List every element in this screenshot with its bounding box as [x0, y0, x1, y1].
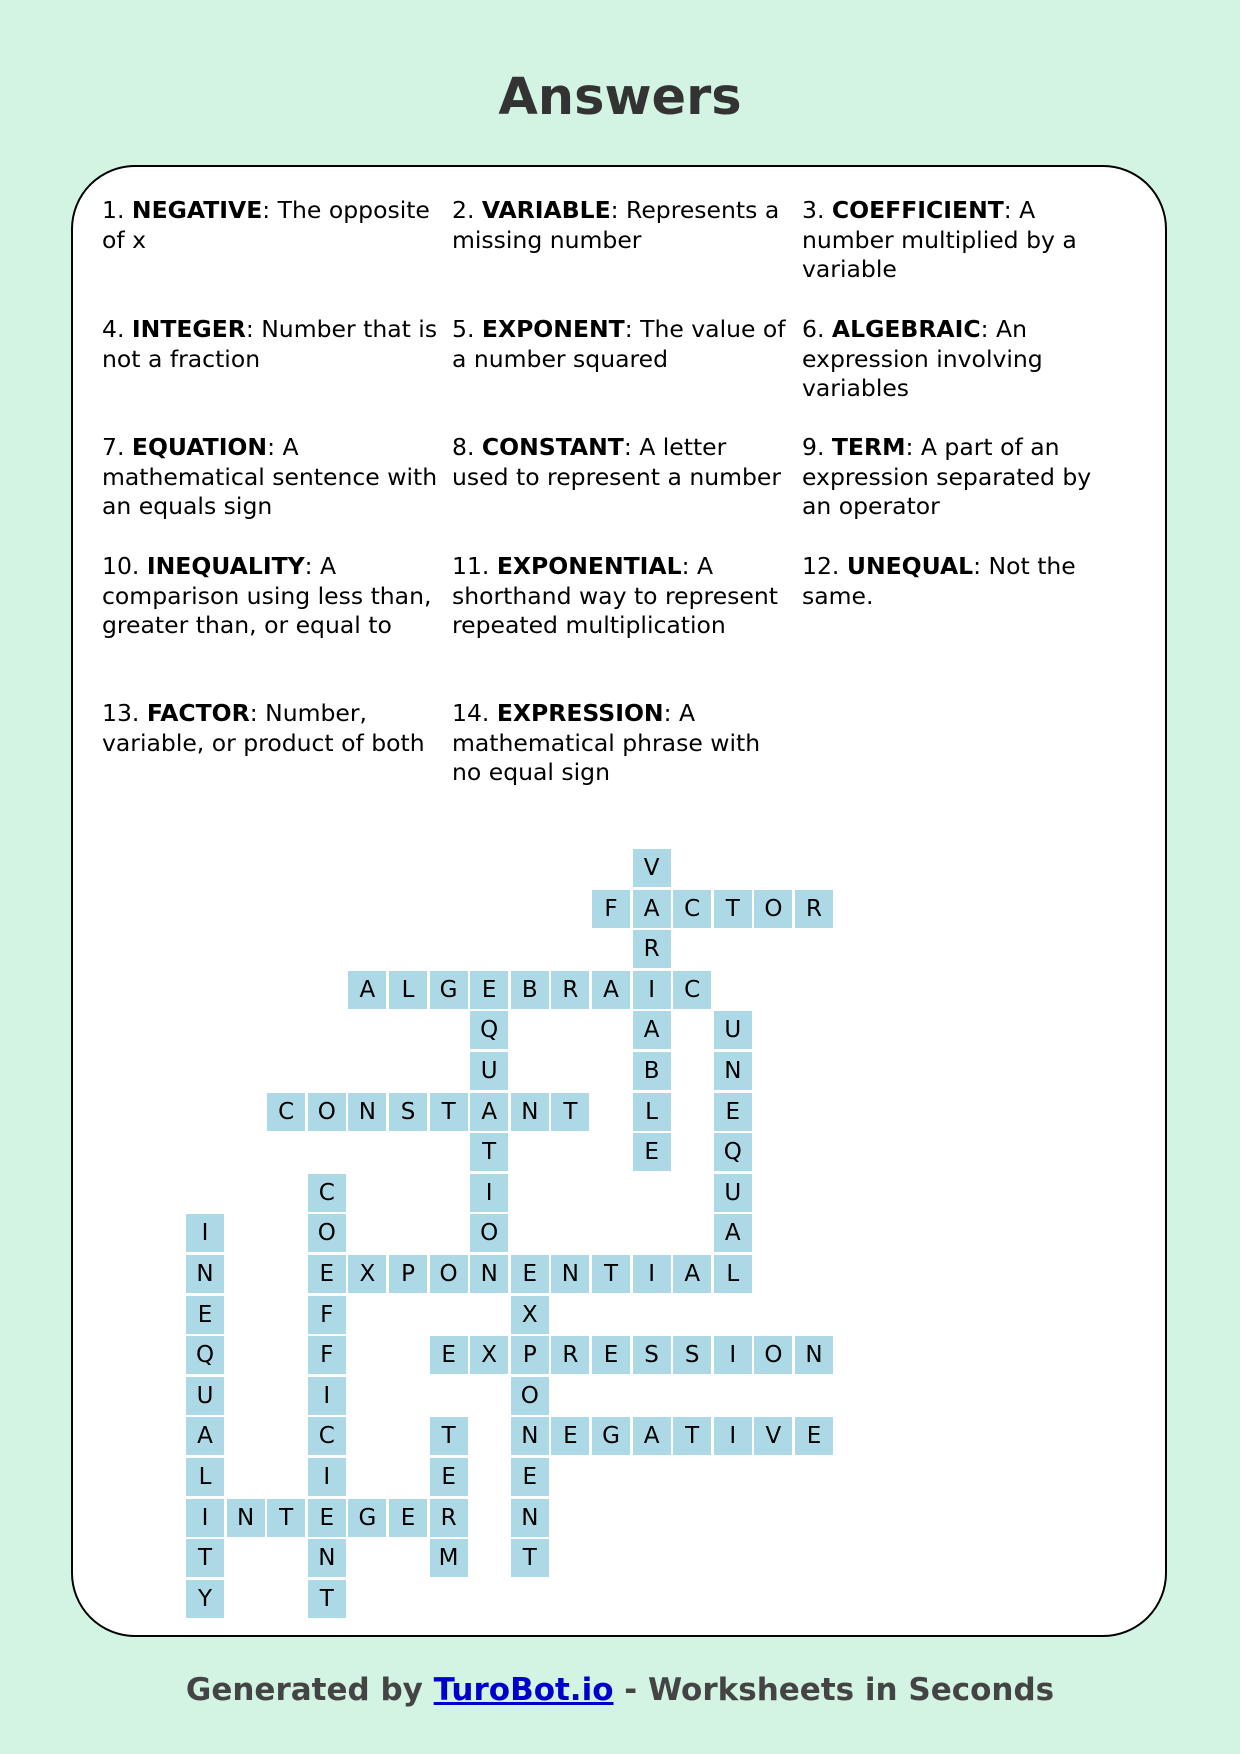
crossword-cell: E: [186, 1296, 224, 1334]
crossword-cell: T: [714, 890, 752, 928]
crossword-cell: A: [633, 1417, 671, 1455]
crossword-cell: C: [308, 1417, 346, 1455]
crossword-cell: T: [511, 1539, 549, 1577]
clue-4: 4. INTEGER: Number that is not a fraction: [102, 315, 438, 373]
crossword-cell: T: [470, 1133, 508, 1171]
crossword-cell: V: [633, 849, 671, 887]
clue-11: 11. EXPONENTIAL: A shorthand way to represent repeated multiplication: [452, 552, 778, 639]
crossword-cell: E: [633, 1133, 671, 1171]
crossword-cell: M: [430, 1539, 468, 1577]
crossword-cell: O: [754, 890, 792, 928]
footer-suffix: - Worksheets in Seconds: [613, 1672, 1055, 1708]
crossword-cell: G: [430, 971, 468, 1009]
crossword-cell: E: [430, 1458, 468, 1496]
crossword-cell: X: [470, 1336, 508, 1374]
crossword-cell: E: [308, 1255, 346, 1293]
crossword-cell: O: [754, 1336, 792, 1374]
crossword-cell: T: [308, 1580, 346, 1618]
crossword-cell: N: [511, 1093, 549, 1131]
crossword-cell: R: [430, 1499, 468, 1537]
crossword-cell: I: [308, 1458, 346, 1496]
crossword-cell: B: [511, 971, 549, 1009]
crossword-cell: A: [186, 1417, 224, 1455]
crossword-cell: T: [430, 1417, 468, 1455]
crossword-cell: N: [714, 1052, 752, 1090]
crossword-cell: O: [470, 1214, 508, 1252]
crossword-cell: I: [186, 1214, 224, 1252]
crossword-cell: C: [267, 1093, 305, 1131]
crossword-cell: E: [592, 1336, 630, 1374]
crossword-cell: I: [714, 1417, 752, 1455]
crossword-cell: L: [633, 1093, 671, 1131]
crossword-cell: A: [348, 971, 386, 1009]
footer-prefix: Generated by: [185, 1672, 434, 1708]
crossword-cell: I: [470, 1174, 508, 1212]
crossword-cell: C: [673, 890, 711, 928]
crossword-cell: E: [430, 1336, 468, 1374]
crossword-cell: G: [592, 1417, 630, 1455]
crossword-cell: R: [795, 890, 833, 928]
clue-3: 3. COEFFICIENT: A number multiplied by a variable: [802, 196, 1077, 283]
crossword-cell: T: [673, 1417, 711, 1455]
crossword-cell: F: [308, 1296, 346, 1334]
crossword-cell: V: [754, 1417, 792, 1455]
crossword-cell: N: [511, 1499, 549, 1537]
crossword-cell: L: [186, 1458, 224, 1496]
crossword-cell: I: [186, 1499, 224, 1537]
crossword-cell: N: [227, 1499, 265, 1537]
crossword-cell: S: [633, 1336, 671, 1374]
crossword-cell: E: [470, 971, 508, 1009]
crossword-cell: E: [795, 1417, 833, 1455]
crossword-cell: N: [308, 1539, 346, 1577]
crossword-cell: P: [511, 1336, 549, 1374]
clue-5: 5. EXPONENT: The value of a number squared: [452, 315, 786, 373]
crossword-cell: E: [551, 1417, 589, 1455]
crossword-cell: E: [511, 1458, 549, 1496]
crossword-cell: E: [511, 1255, 549, 1293]
clue-14: 14. EXPRESSION: A mathematical phrase with no equal sign: [452, 699, 761, 786]
crossword-cell: N: [186, 1255, 224, 1293]
crossword-cell: E: [308, 1499, 346, 1537]
crossword-cell: O: [308, 1093, 346, 1131]
clue-12: 12. UNEQUAL: Not the same.: [802, 552, 1076, 610]
crossword-cell: A: [470, 1093, 508, 1131]
crossword-cell: O: [308, 1214, 346, 1252]
crossword-cell: O: [430, 1255, 468, 1293]
crossword-cell: U: [186, 1377, 224, 1415]
crossword-cell: I: [633, 1255, 671, 1293]
crossword-cell: R: [551, 971, 589, 1009]
crossword-cell: C: [673, 971, 711, 1009]
crossword-cell: N: [348, 1093, 386, 1131]
crossword-cell: T: [186, 1539, 224, 1577]
crossword-cell: B: [633, 1052, 671, 1090]
crossword-cell: I: [633, 971, 671, 1009]
clue-list: [102, 196, 1132, 799]
clue-13: 13. FACTOR: Number, variable, or product of both: [102, 699, 425, 757]
crossword-cell: Q: [186, 1336, 224, 1374]
crossword-cell: S: [389, 1093, 427, 1131]
crossword-cell: Q: [714, 1133, 752, 1171]
crossword-cell: A: [633, 1011, 671, 1049]
crossword-cell: N: [511, 1417, 549, 1455]
crossword-cell: Y: [186, 1580, 224, 1618]
crossword-cell: R: [633, 930, 671, 968]
clue-8: 8. CONSTANT: A letter used to represent a number: [452, 433, 782, 491]
crossword-cell: N: [795, 1336, 833, 1374]
crossword-cell: R: [551, 1336, 589, 1374]
crossword-cell: T: [430, 1093, 468, 1131]
crossword-cell: N: [470, 1255, 508, 1293]
crossword-cell: E: [714, 1093, 752, 1131]
crossword-cell: G: [348, 1499, 386, 1537]
crossword-cell: I: [308, 1377, 346, 1415]
crossword-cell: T: [551, 1093, 589, 1131]
crossword-cell: A: [633, 890, 671, 928]
clue-6: 6. ALGEBRAIC: An expression involving variables: [802, 315, 1043, 402]
crossword-cell: S: [673, 1336, 711, 1374]
crossword-cell: X: [511, 1296, 549, 1334]
crossword-cell: N: [551, 1255, 589, 1293]
page-title: Answers: [498, 68, 742, 127]
footer: [0, 1672, 1240, 1708]
crossword-cell: U: [470, 1052, 508, 1090]
crossword-cell: A: [673, 1255, 711, 1293]
clue-10: 10. INEQUALITY: A comparison using less than, greater than, or equal to: [102, 552, 432, 639]
crossword-cell: E: [389, 1499, 427, 1537]
crossword-cell: L: [389, 971, 427, 1009]
crossword-cell: A: [592, 971, 630, 1009]
crossword-cell: T: [592, 1255, 630, 1293]
crossword-cell: F: [308, 1336, 346, 1374]
crossword-cell: I: [714, 1336, 752, 1374]
crossword-cell: F: [592, 890, 630, 928]
crossword-cell: O: [511, 1377, 549, 1415]
clue-2: 2. VARIABLE: Represents a missing number: [452, 196, 780, 254]
crossword-cell: U: [714, 1011, 752, 1049]
clue-7: 7. EQUATION: A mathematical sentence with an equals sign: [102, 433, 438, 520]
crossword-cell: L: [714, 1255, 752, 1293]
crossword-cell: A: [714, 1214, 752, 1252]
turobot-link[interactable]: TuroBot.io: [433, 1672, 614, 1708]
crossword-cell: Q: [470, 1011, 508, 1049]
clue-1: 1. NEGATIVE: The opposite of x: [102, 196, 430, 254]
crossword-cell: T: [267, 1499, 305, 1537]
crossword-cell: C: [308, 1174, 346, 1212]
crossword-cell: U: [714, 1174, 752, 1212]
clue-9: 9. TERM: A part of an expression separated by an operator: [802, 433, 1092, 520]
crossword-cell: X: [348, 1255, 386, 1293]
crossword-cell: P: [389, 1255, 427, 1293]
